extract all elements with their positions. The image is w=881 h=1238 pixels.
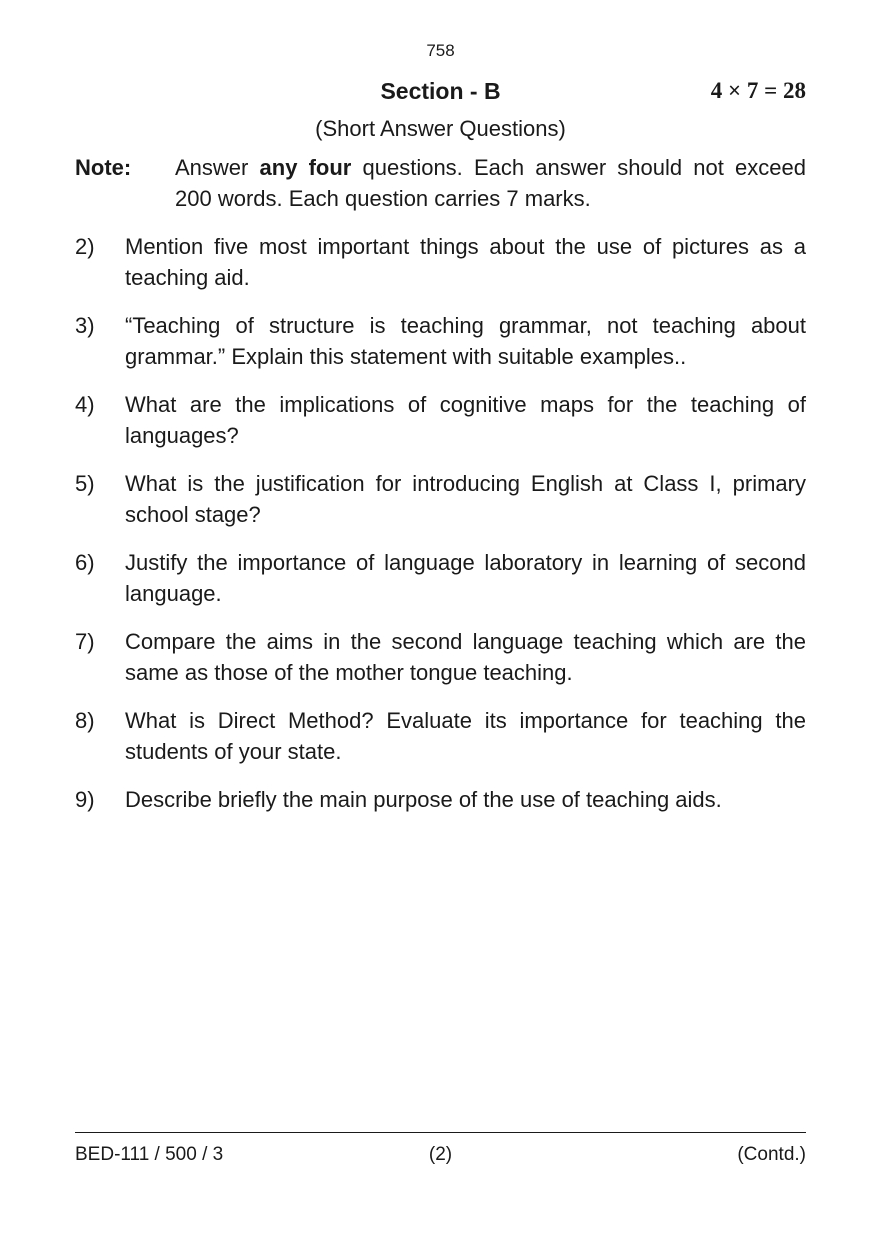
- note-text-before: Answer: [175, 155, 260, 180]
- question-text: Mention five most important things about the use of pictures as a teaching aid.: [125, 234, 806, 290]
- question-number: 3): [75, 313, 95, 338]
- question-text: Describe briefly the main purpose of the use of teaching aids.: [125, 787, 722, 812]
- question-number: 5): [75, 471, 95, 496]
- question-item: [75, 468, 806, 530]
- note-text-bold: any four: [259, 155, 352, 180]
- page-footer: [75, 1144, 806, 1168]
- question-number: 4): [75, 392, 95, 417]
- question-item: [75, 784, 806, 815]
- question-number: 9): [75, 787, 95, 812]
- note-block: [75, 152, 806, 214]
- question-list: [75, 231, 806, 832]
- question-item: [75, 547, 806, 609]
- paper-code: BED-111 / 500 / 3: [75, 1144, 224, 1165]
- footer-divider: [75, 1132, 806, 1133]
- note-label: Note:: [75, 155, 132, 180]
- question-item: [75, 231, 806, 293]
- question-item: [75, 626, 806, 688]
- question-number: 8): [75, 708, 95, 733]
- page-number: 758: [426, 41, 455, 60]
- footer-page-number: (2): [428, 1144, 453, 1165]
- question-text: What are the implications of cognitive maps for the teaching of languages?: [125, 392, 806, 448]
- question-text: Compare the aims in the second language teaching which are the same as those of the mother tongue teaching.: [125, 629, 806, 685]
- note-text: [175, 152, 806, 214]
- question-text: Justify the importance of language laboratory in learning of second language.: [125, 550, 806, 606]
- section-header: [75, 78, 806, 108]
- question-text: What is Direct Method? Evaluate its importance for teaching the students of your state.: [125, 708, 806, 764]
- question-text: What is the justification for introducing English at Class I, primary school stage?: [125, 471, 806, 527]
- note-text-after: questions. Each answer should not exceed 200 words. Each question carries 7 marks.: [175, 155, 806, 211]
- question-item: [75, 310, 806, 372]
- continued-label: (Contd.): [737, 1144, 806, 1165]
- question-number: 2): [75, 234, 95, 259]
- question-text: “Teaching of structure is teaching grammar, not teaching about grammar.” Explain this statement with suitable examples..: [125, 313, 806, 369]
- question-item: [75, 705, 806, 767]
- marks-allocation: 4 × 7 = 28: [710, 78, 806, 103]
- section-title: Section - B: [380, 78, 501, 104]
- section-subtitle: (Short Answer Questions): [315, 116, 566, 141]
- question-item: [75, 389, 806, 451]
- question-number: 6): [75, 550, 95, 575]
- question-number: 7): [75, 629, 95, 654]
